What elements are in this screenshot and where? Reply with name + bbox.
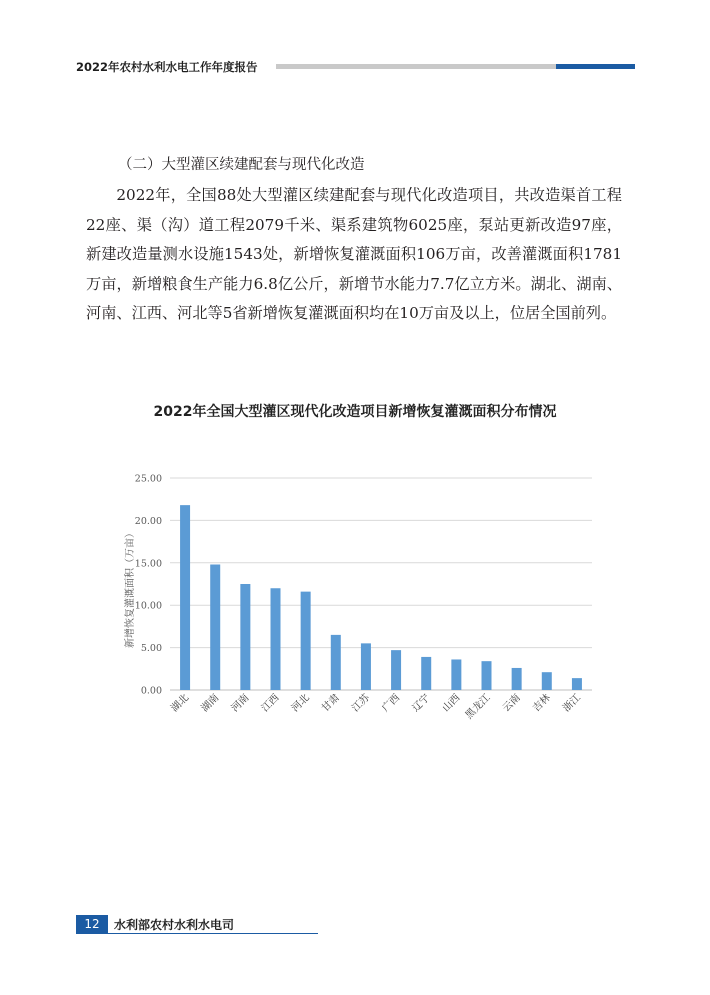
x-tick-label: 河北 [289, 692, 312, 715]
chart-title: 2022年全国大型灌区现代化改造项目新增恢复灌溉面积分布情况 [153, 404, 557, 420]
y-axis-label: 新增恢复灌溉面积（万亩） [125, 528, 136, 648]
bar [572, 678, 582, 690]
footer-line [76, 933, 318, 934]
x-tick-label: 江苏 [350, 692, 373, 715]
bar [421, 657, 431, 690]
x-tick-label: 河南 [229, 692, 252, 715]
chart-y-ticks [135, 474, 162, 697]
x-tick-label: 浙江 [561, 692, 584, 715]
y-tick-label: 5.00 [140, 643, 162, 655]
y-tick-label: 20.00 [134, 515, 162, 527]
bar [210, 564, 220, 690]
bar [180, 505, 190, 690]
x-tick-label: 山西 [440, 692, 463, 715]
bar [391, 650, 401, 690]
chart-grid [170, 478, 592, 690]
bar [361, 643, 371, 690]
x-tick-label: 广西 [380, 692, 403, 715]
bar [240, 584, 250, 690]
footer-organization: 水利部农村水利水电司 [114, 918, 235, 932]
x-tick-label: 云南 [500, 692, 523, 715]
x-tick-label: 吉林 [530, 692, 553, 715]
body-paragraph: 2022年，全国88处大型灌区续建配套与现代化改造项目，共改造渠首工程22座、渠（沟）道工程2079千米、渠系建筑物6025座，泵站更新改造97座，新建改造量测水设施1543处，新增恢复灌溉面积106万亩，改善灌溉面积1781万亩，新增粮食生产能力6.8亿公斤，新增节水能力7.7亿立方米。湖北、湖南、河南、江西、河北等5省新增恢复灌溉面积均在10万亩及以上，位居全国前列。 [86, 186, 622, 322]
bar [331, 635, 341, 690]
bar [482, 661, 492, 690]
bar [451, 659, 461, 690]
x-tick-label: 黑龙江 [463, 692, 493, 722]
x-tick-label: 湖南 [199, 692, 222, 715]
chart-x-ticks [168, 690, 583, 721]
x-tick-label: 江西 [259, 692, 282, 715]
y-tick-label: 0.00 [140, 685, 162, 697]
bar [301, 592, 311, 690]
header-title: 2022年农村水利水电工作年度报告 [76, 60, 258, 74]
x-tick-label: 湖北 [169, 692, 192, 715]
y-tick-label: 15.00 [134, 558, 162, 570]
bar [512, 668, 522, 690]
section-heading: （二）大型灌区续建配套与现代化改造 [118, 157, 365, 173]
chart-bars [180, 505, 582, 690]
x-tick-label: 辽宁 [410, 692, 433, 715]
y-tick-label: 10.00 [134, 600, 162, 612]
x-tick-label: 甘肃 [319, 692, 342, 715]
y-tick-label: 25.00 [134, 473, 162, 485]
bar [271, 588, 281, 690]
bar [542, 672, 552, 690]
footer-page-number: 12 [76, 915, 108, 933]
